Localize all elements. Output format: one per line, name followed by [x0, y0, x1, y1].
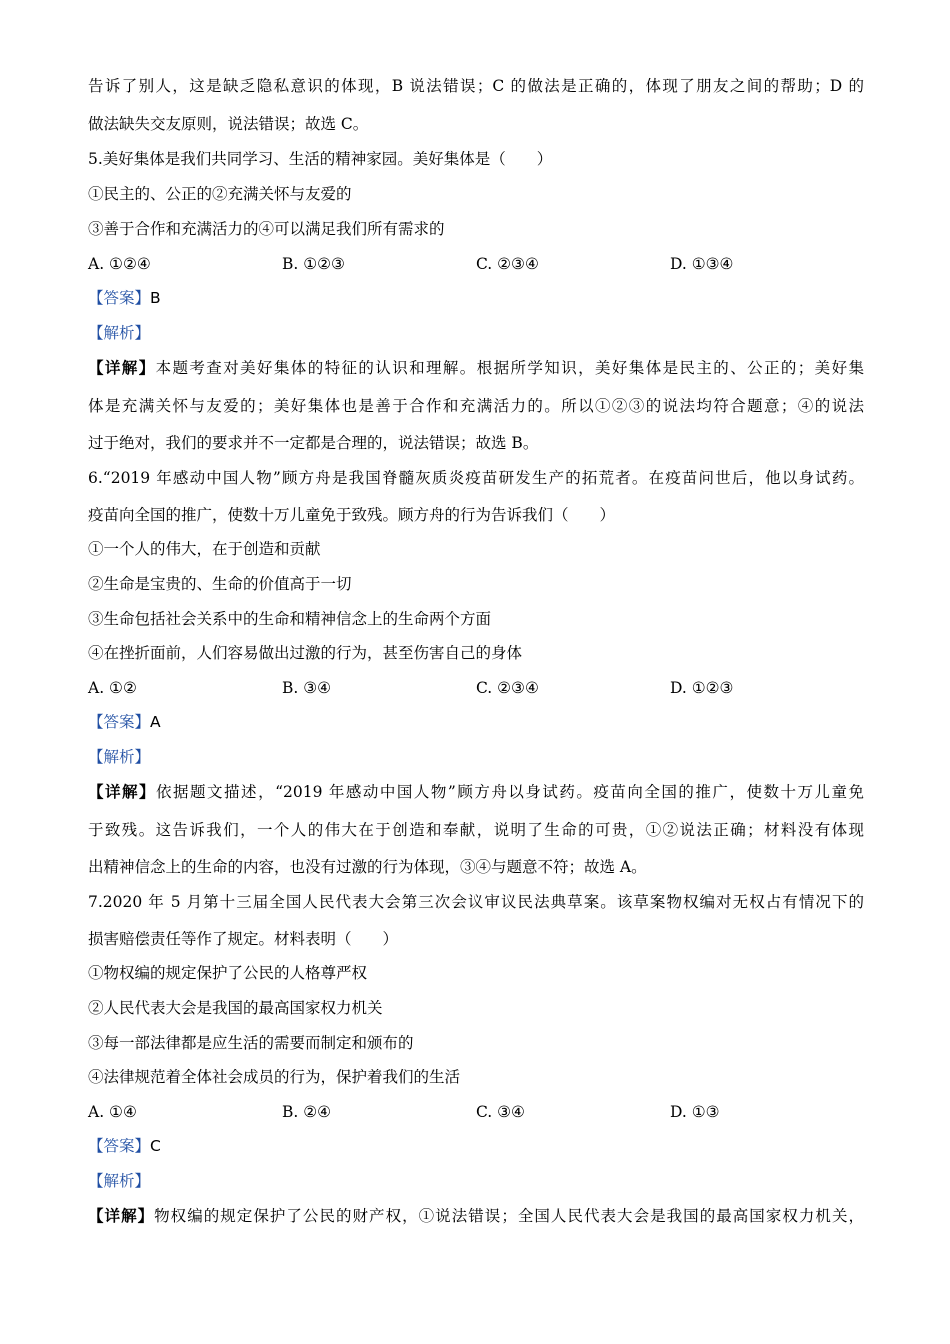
- option-c: C. ③④: [476, 1103, 525, 1121]
- detail-line: [88, 1206, 864, 1226]
- question-item: ④法律规范着全体社会成员的行为，保护着我们的生活: [88, 1068, 461, 1086]
- analysis-tag: 【解析】: [88, 748, 151, 766]
- detail-line: [88, 358, 864, 378]
- option-d: D. ①②③: [670, 679, 734, 697]
- option-a: A. ①②④: [88, 255, 151, 273]
- analysis-tag: 【解析】: [88, 1172, 151, 1190]
- question-stem: 5.美好集体是我们共同学习、生活的精神家园。美好集体是（ ）: [88, 150, 553, 168]
- detail-tag: 【详解】: [88, 1206, 155, 1225]
- answer-value: B: [150, 289, 161, 307]
- question-stem: 疫苗向全国的推广，使数十万儿童免于致残。顾方舟的行为告诉我们（ ）: [88, 506, 616, 524]
- question-stem: 6.“2019 年感动中国人物”顾方舟是我国脊髓灰质炎疫苗研发生产的拓荒者。在疫苗问世后，他以身试药。: [88, 469, 864, 487]
- option-c: C. ②③④: [476, 255, 539, 273]
- answer-tag: 【答案】: [88, 1137, 151, 1155]
- answer-value: C: [150, 1137, 161, 1155]
- option-d: D. ①③: [670, 1103, 720, 1121]
- question-item: ③生命包括社会关系中的生命和精神信念上的生命两个方面: [88, 610, 492, 628]
- detail-line: 体是充满关怀与友爱的；美好集体也是善于合作和充满活力的。所以①②③的说法均符合题意；④的说法: [88, 397, 864, 415]
- text-line: 告诉了别人，这是缺乏隐私意识的体现，B 说法错误；C 的做法是正确的，体现了朋友之间的帮助；D 的: [88, 77, 864, 95]
- answer-line: [88, 712, 161, 732]
- option-a: A. ①②: [88, 679, 137, 697]
- question-item: ①一个人的伟大，在于创造和贡献: [88, 540, 321, 558]
- answer-tag: 【答案】: [88, 289, 151, 307]
- detail-line: 过于绝对，我们的要求并不一定都是合理的，说法错误；故选 B。: [88, 434, 539, 452]
- question-item: ①物权编的规定保护了公民的人格尊严权: [88, 964, 368, 982]
- answer-tag: 【答案】: [88, 713, 151, 731]
- detail-text: 本题考查对美好集体的特征的认识和理解。根据所学知识，美好集体是民主的、公正的；美好集: [155, 359, 864, 377]
- analysis-tag: 【解析】: [88, 324, 151, 342]
- detail-line: [88, 782, 864, 802]
- question-item: ④在挫折面前，人们容易做出过激的行为，甚至伤害自己的身体: [88, 644, 523, 662]
- text-line: 做法缺失交友原则，说法错误；故选 C。: [88, 115, 369, 133]
- detail-line: 于致残。这告诉我们，一个人的伟大在于创造和奉献，说明了生命的可贵，①②说法正确；材料没有体现: [88, 821, 864, 839]
- analysis-line: [88, 1171, 150, 1191]
- option-b: B. ②④: [282, 1103, 332, 1121]
- question-item: ②生命是宝贵的、生命的价值高于一切: [88, 575, 352, 593]
- detail-text: 物权编的规定保护了公民的财产权，①说法错误；全国人民代表大会是我国的最高国家权力机关，: [154, 1207, 864, 1225]
- question-stem: 7.2020 年 5 月第十三届全国人民代表大会第三次会议审议民法典草案。该草案物权编对无权占有情况下的: [88, 893, 864, 911]
- option-c: C. ②③④: [476, 679, 539, 697]
- detail-text: 依据题文描述，“2019 年感动中国人物”顾方舟以身试药。疫苗向全国的推广，使数十万儿童免: [156, 783, 864, 801]
- answer-line: [88, 1136, 161, 1156]
- detail-tag: 【详解】: [88, 782, 157, 801]
- question-item: ②人民代表大会是我国的最高国家权力机关: [88, 999, 383, 1017]
- answer-line: [88, 288, 161, 308]
- option-b: B. ①②③: [282, 255, 345, 273]
- answer-value: A: [150, 713, 161, 731]
- detail-tag: 【详解】: [88, 358, 156, 377]
- analysis-line: [88, 323, 150, 343]
- question-item: ①民主的、公正的②充满关怀与友爱的: [88, 185, 352, 203]
- analysis-line: [88, 747, 150, 767]
- question-item: ③每一部法律都是应生活的需要而制定和颁布的: [88, 1034, 414, 1052]
- option-b: B. ③④: [282, 679, 332, 697]
- question-item: ③善于合作和充满活力的④可以满足我们所有需求的: [88, 220, 445, 238]
- option-d: D. ①③④: [670, 255, 734, 273]
- detail-line: 出精神信念上的生命的内容，也没有过激的行为体现，③④与题意不符；故选 A。: [88, 858, 647, 876]
- option-a: A. ①④: [88, 1103, 137, 1121]
- question-stem: 损害赔偿责任等作了规定。材料表明（ ）: [88, 930, 399, 948]
